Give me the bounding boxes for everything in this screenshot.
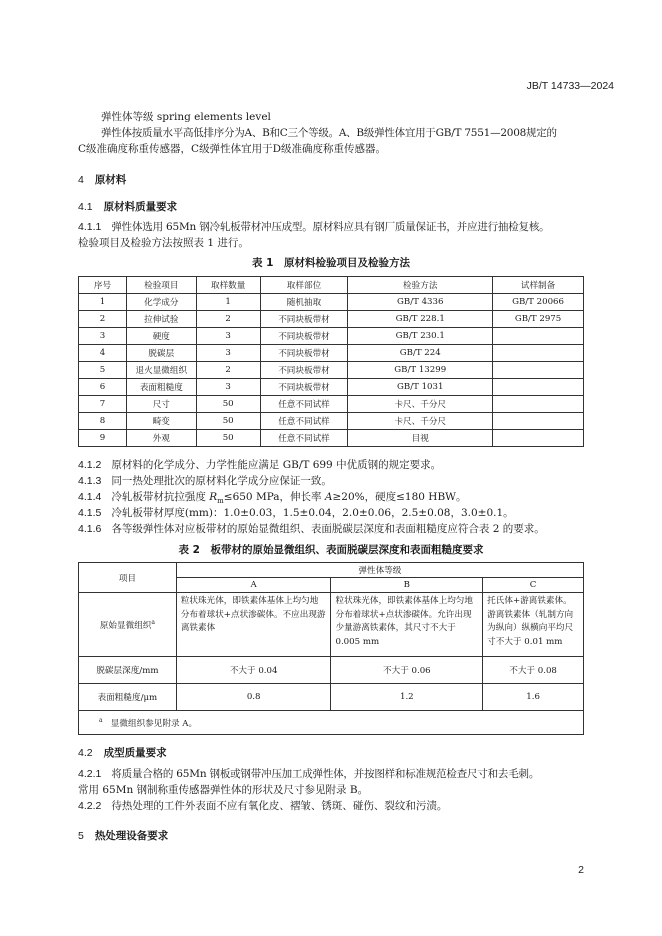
section-title: 原材料质量要求 <box>103 201 178 213</box>
table-cell: 6 <box>79 379 127 396</box>
table-cell: 尺寸 <box>126 396 196 413</box>
table-cell: 脱碳层 <box>126 345 196 362</box>
table-cell: GB/T 1031 <box>348 379 493 396</box>
clause-4-1-3 <box>78 473 332 489</box>
table-cell: 不同块板带材 <box>260 362 348 379</box>
clause-text: 同一热处理批次的原材料化学成分应保证一致。 <box>111 475 332 487</box>
table-1-header-cell: 检验项目 <box>126 277 196 294</box>
table-cell: 化学成分 <box>126 294 196 311</box>
table-cell: 3 <box>196 345 260 362</box>
table-cell: 随机抽取 <box>260 294 348 311</box>
grade-b-header: B <box>331 578 483 593</box>
table-cell: 卡尺、千分尺 <box>348 396 493 413</box>
table-1-caption: 表 1 原材料检验项目及检验方法 <box>252 257 410 269</box>
clause-4-2-1-cont: 常用 65Mn 钢制称重传感器弹性体的形状及尺寸参见附录 B。 <box>78 784 369 796</box>
table-cell: 畸变 <box>126 413 196 430</box>
row-label-text: 原始显微组织 <box>99 620 152 631</box>
table-cell: 2 <box>196 362 260 379</box>
grade-c-header: C <box>483 578 584 593</box>
table-2-note <box>79 711 584 735</box>
table-cell <box>493 396 584 413</box>
table-cell <box>493 430 584 447</box>
table-cell: 3 <box>79 328 127 345</box>
note-text: 显微组织参见附录 A。 <box>110 718 198 729</box>
footnote-mark: a <box>151 618 155 626</box>
clause-number: 4.1.1 <box>78 221 102 233</box>
term-body-line2: C级准确度称重传感器，C级弹性体宜用于D级准确度称重传感器。 <box>78 143 386 155</box>
clause-4-1-1-cont: 检验项目及检验方法按照表 1 进行。 <box>78 237 249 249</box>
table-2-col-item: 项目 <box>79 563 177 593</box>
table-cell: 5 <box>79 362 127 379</box>
clause-4-1-6 <box>78 521 545 537</box>
table-1-header-cell: 取样数量 <box>196 277 260 294</box>
grade-a-header: A <box>176 578 331 593</box>
table-cell: GB/T 224 <box>348 345 493 362</box>
table-cell: GB/T 228.1 <box>348 311 493 328</box>
table-cell <box>493 345 584 362</box>
table-cell <box>493 379 584 396</box>
table-cell: 7 <box>79 396 127 413</box>
row-decarb-label: 脱碳层深度/mm <box>79 657 177 684</box>
clause-text: ≥20%，硬度≤180 HBW。 <box>332 491 467 503</box>
clause-text: 各等级弹性体对应板带材的原始显微组织、表面脱碳层深度和表面粗糙度应符合表 2 的要求。 <box>111 523 545 535</box>
table-cell: 任意不同试样 <box>260 430 348 447</box>
table-cell: 表面粗糙度 <box>126 379 196 396</box>
section-5-heading <box>78 828 168 843</box>
section-title: 成型质量要求 <box>103 747 167 759</box>
table-cell: 3 <box>196 379 260 396</box>
clause-4-1-5 <box>78 505 514 521</box>
clause-text: 原材料的化学成分、力学性能应满足 GB/T 699 中优质钢的规定要求。 <box>111 459 442 471</box>
table-row <box>79 294 584 311</box>
microstructure-b <box>331 593 483 657</box>
table-cell: 硬度 <box>126 328 196 345</box>
table-1-header-cell: 序号 <box>79 277 127 294</box>
clause-number: 4.2.2 <box>78 800 102 812</box>
table-cell: GB/T 4336 <box>348 294 493 311</box>
tensile-symbol: R <box>209 491 218 503</box>
table-cell: 不同块板带材 <box>260 328 348 345</box>
clause-text: 冷轧板带材厚度(mm)：1.0±0.03，1.5±0.04，2.0±0.06，2.5±0.08，3.0±0.1。 <box>111 507 514 519</box>
table-row <box>79 430 584 447</box>
table-cell: 50 <box>196 430 260 447</box>
clause-number: 4.1.2 <box>78 459 102 471</box>
clause-4-1-1 <box>78 219 549 235</box>
elongation-symbol: A <box>324 491 333 503</box>
table-cell: 1 <box>196 294 260 311</box>
table-cell: 50 <box>196 413 260 430</box>
microstructure-a <box>176 593 331 657</box>
row-roughness-label: 表面粗糙度/μm <box>79 684 177 711</box>
roughness-a: 0.8 <box>176 684 331 711</box>
table-2 <box>78 562 584 735</box>
section-4-2-heading <box>78 745 167 760</box>
clause-number: 4.1.3 <box>78 475 102 487</box>
cell-text: 粒状珠光体，即铁素体基体上均匀地分布着球状+点状渗碳体。不应出现游离铁素体 <box>180 596 326 633</box>
decarb-c: 不大于 0.08 <box>483 657 584 684</box>
table-cell: 任意不同试样 <box>260 396 348 413</box>
clause-4-2-2 <box>78 798 447 814</box>
section-number: 4.1 <box>78 201 93 213</box>
term-body-line1: 弹性体按质量水平高低排序分为A、B和C三个等级。A、B级弹性体宜用于GB/T 7551—2008规定的 <box>101 127 557 139</box>
section-number: 5 <box>78 830 84 842</box>
table-1-header-cell: 取样部位 <box>260 277 348 294</box>
table-cell: 退火显微组织 <box>126 362 196 379</box>
table-cell: 外观 <box>126 430 196 447</box>
section-title: 原材料 <box>94 174 127 186</box>
clause-text: 将质量合格的 65Mn 钢板或钢带冲压加工成弹性体，并按图样和标准规范检查尺寸和去毛刺。 <box>111 768 540 780</box>
table-cell <box>493 413 584 430</box>
clause-text: 弹性体选用 65Mn 钢冷轧板带材冲压成型。原材料应具有钢厂质量保证书，并应进行抽检复核。 <box>111 221 550 233</box>
microstructure-c <box>483 593 584 657</box>
table-cell: 50 <box>196 396 260 413</box>
table-cell: 卡尺、千分尺 <box>348 413 493 430</box>
section-4-1-heading <box>78 199 177 214</box>
table-cell: 8 <box>79 413 127 430</box>
table-row <box>79 345 584 362</box>
roughness-b: 1.2 <box>331 684 483 711</box>
clause-text: ≤650 MPa，伸长率 <box>223 491 325 503</box>
footnote-mark: a <box>99 716 103 724</box>
table-cell: 目视 <box>348 430 493 447</box>
table-cell: 不同块板带材 <box>260 345 348 362</box>
table-cell: 任意不同试样 <box>260 413 348 430</box>
clause-4-1-2 <box>78 457 441 473</box>
page-number: 2 <box>578 864 584 876</box>
table-cell: GB/T 2975 <box>493 311 584 328</box>
standard-number: JB/T 14733—2024 <box>526 80 614 92</box>
table-cell <box>493 362 584 379</box>
table-1-header-row <box>79 277 584 294</box>
section-number: 4.2 <box>78 747 93 759</box>
table-cell <box>493 328 584 345</box>
decarb-b: 不大于 0.06 <box>331 657 483 684</box>
clause-4-2-1 <box>78 766 539 782</box>
term-title: 弹性体等级 spring elements level <box>101 111 271 123</box>
table-1 <box>78 276 584 447</box>
clause-text: 冷轧板带材抗拉强度 <box>111 491 210 503</box>
table-cell: GB/T 230.1 <box>348 328 493 345</box>
clause-number: 4.2.1 <box>78 768 102 780</box>
clause-text: 待热处理的工件外表面不应有氧化皮、褶皱、锈斑、碰伤、裂纹和污渍。 <box>111 800 448 812</box>
table-1-header-cell: 检验方法 <box>348 277 493 294</box>
table-cell: 不同块板带材 <box>260 311 348 328</box>
table-1-header-cell: 试样制备 <box>493 277 584 294</box>
clause-number: 4.1.4 <box>78 491 102 503</box>
table-row <box>79 379 584 396</box>
table-2-caption: 表 2 板带材的原始显微组织、表面脱碳层深度和表面粗糙度要求 <box>178 544 484 556</box>
table-cell: 1 <box>79 294 127 311</box>
clause-number: 4.1.6 <box>78 523 102 535</box>
table-cell: 4 <box>79 345 127 362</box>
table-cell: 2 <box>79 311 127 328</box>
section-number: 4 <box>78 174 84 186</box>
table-cell: GB/T 20066 <box>493 294 584 311</box>
table-cell: GB/T 13299 <box>348 362 493 379</box>
table-row <box>79 362 584 379</box>
row-microstructure-label <box>79 593 177 657</box>
roughness-c: 1.6 <box>483 684 584 711</box>
table-row <box>79 413 584 430</box>
table-cell: 不同块板带材 <box>260 379 348 396</box>
tensile-subscript: m <box>217 497 224 506</box>
table-cell: 3 <box>196 328 260 345</box>
section-4-heading <box>78 172 126 187</box>
section-title: 热处理设备要求 <box>94 830 169 842</box>
table-cell: 9 <box>79 430 127 447</box>
cell-text: 粒状珠光体，即铁素体基体上均匀地分布着球状+点状渗碳体。允许出现少量游离铁素体，其尺寸不大于 0.005 mm <box>335 596 473 647</box>
table-row <box>79 311 584 328</box>
table-2-col-group: 弹性体等级 <box>176 563 583 578</box>
cell-text: 托氏体+游离铁素体。游离铁素体（轧制方向为纵向）纵横向平均尺寸不大于 0.01 mm <box>487 596 574 647</box>
table-cell: 拉伸试验 <box>126 311 196 328</box>
table-1-body <box>79 277 584 447</box>
decarb-a: 不大于 0.04 <box>176 657 331 684</box>
table-row <box>79 396 584 413</box>
table-row <box>79 328 584 345</box>
table-cell: 2 <box>196 311 260 328</box>
clause-number: 4.1.5 <box>78 507 102 519</box>
